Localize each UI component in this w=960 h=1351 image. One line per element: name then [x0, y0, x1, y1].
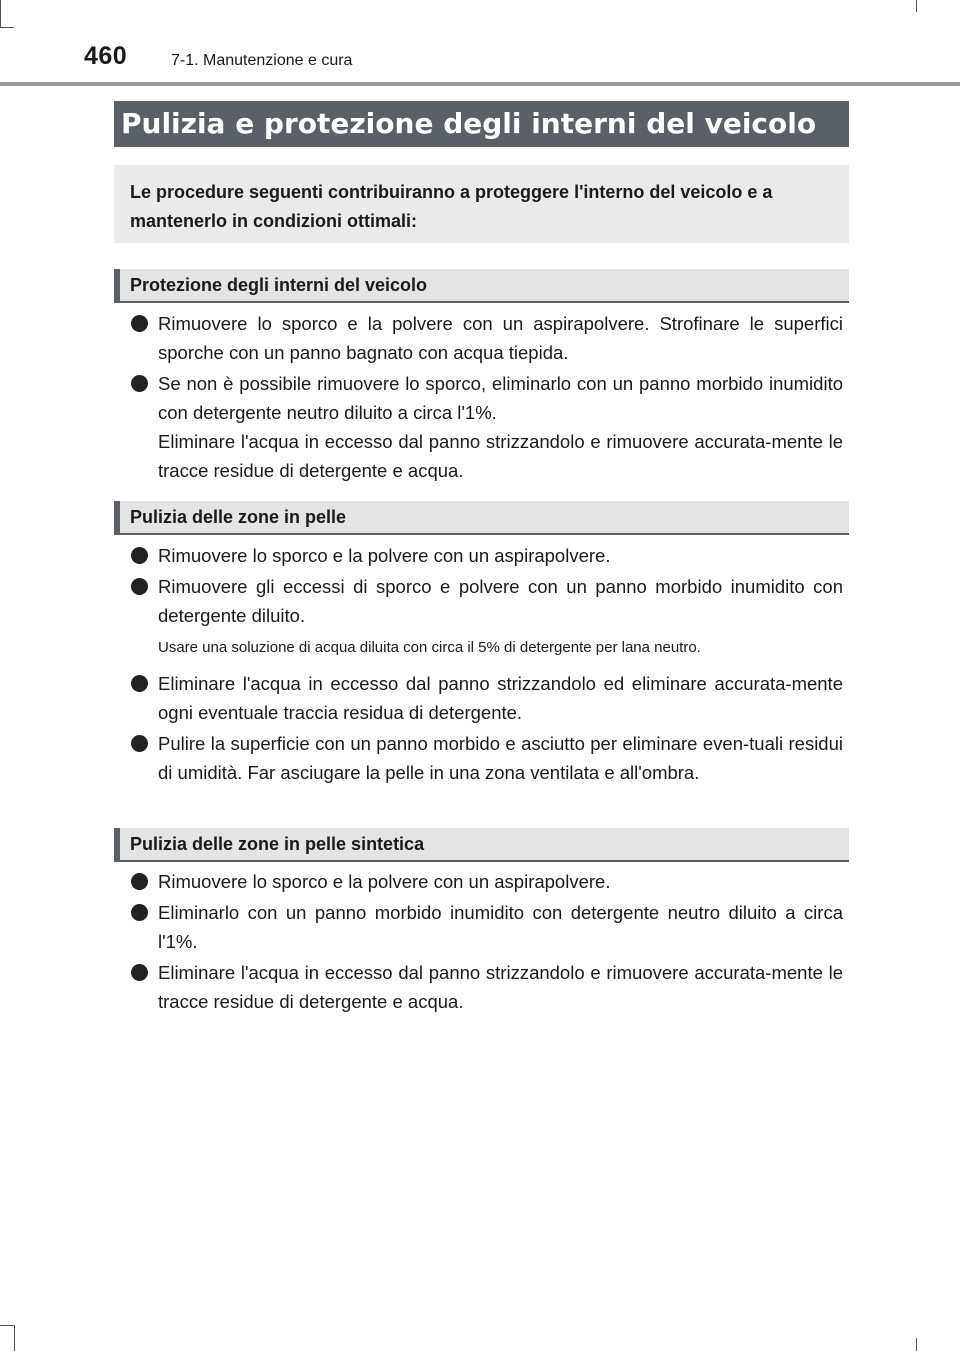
list-item	[131, 669, 843, 727]
list-item	[131, 541, 843, 570]
list-item-text: Rimuovere lo sporco e la polvere con un aspirapolvere. Strofinare le superfici sporche con un panno bagnato con acqua tiepida.	[158, 313, 843, 363]
list-item	[131, 729, 843, 787]
list-item-text: Pulire la superficie con un panno morbido e asciutto per eliminare even-tuali residui di umidità. Far asciugare la pelle in una zona ventilata e all'ombra.	[158, 733, 843, 783]
list-item	[131, 867, 843, 896]
list-item	[131, 369, 843, 485]
header-rule	[0, 82, 960, 86]
bullet-icon	[131, 578, 148, 595]
list-item-continuation: Eliminare l'acqua in eccesso dal panno strizzandolo e rimuovere accurata-mente le tracce residue di detergente e acqua.	[158, 431, 843, 481]
page-number: 460	[84, 42, 128, 70]
list-item-text: Eliminare l'acqua in eccesso dal panno strizzandolo e rimuovere accurata-mente le tracce residue di detergente e acqua.	[158, 962, 843, 1012]
interior-protection-list	[131, 309, 843, 487]
list-item	[131, 958, 843, 1016]
list-item	[131, 898, 843, 956]
section-heading-interior-protection: Protezione degli interni del veicolo	[114, 269, 849, 303]
bullet-icon	[131, 315, 148, 332]
list-item	[131, 309, 843, 367]
list-item-text: Rimuovere gli eccessi di sporco e polvere con un panno morbido inumidito con detergente diluito.	[158, 576, 843, 626]
bullet-icon	[131, 735, 148, 752]
bullet-icon	[131, 547, 148, 564]
list-item-text: Se non è possibile rimuovere lo sporco, eliminarlo con un panno morbido inumidito con detergente neutro diluito a circa l'1%.	[158, 373, 843, 423]
list-item-text: Rimuovere lo sporco e la polvere con un aspirapolvere.	[158, 545, 611, 566]
crop-mark	[916, 0, 917, 12]
list-item-text: Eliminare l'acqua in eccesso dal panno strizzandolo ed eliminare accurata-mente ogni eventuale traccia residua di detergente.	[158, 673, 843, 723]
bullet-icon	[131, 675, 148, 692]
leather-list	[131, 541, 843, 789]
list-item	[131, 572, 843, 630]
synthetic-leather-list	[131, 867, 843, 1018]
intro-box: Le procedure seguenti contribuiranno a proteggere l'interno del veicolo e a mantenerlo in condizioni ottimali:	[114, 165, 849, 243]
crop-mark	[0, 27, 14, 28]
list-item-text: Eliminarlo con un panno morbido inumidito con detergente neutro diluito a circa l'1%.	[158, 902, 843, 952]
crop-mark	[0, 0, 1, 28]
bullet-icon	[131, 904, 148, 921]
leather-note: Usare una soluzione di acqua diluita con circa il 5% di detergente per lana neutro.	[158, 639, 701, 656]
list-item-text: Rimuovere lo sporco e la polvere con un aspirapolvere.	[158, 871, 611, 892]
bullet-icon	[131, 375, 148, 392]
running-header: 7-1. Manutenzione e cura	[171, 52, 353, 69]
bullet-icon	[131, 964, 148, 981]
page-title: Pulizia e protezione degli interni del veicolo	[114, 101, 849, 147]
crop-mark	[0, 1325, 14, 1326]
section-heading-synthetic-leather: Pulizia delle zone in pelle sintetica	[114, 828, 849, 862]
bullet-icon	[131, 873, 148, 890]
section-heading-leather: Pulizia delle zone in pelle	[114, 501, 849, 535]
crop-mark	[14, 1325, 15, 1351]
crop-mark	[916, 1338, 917, 1351]
